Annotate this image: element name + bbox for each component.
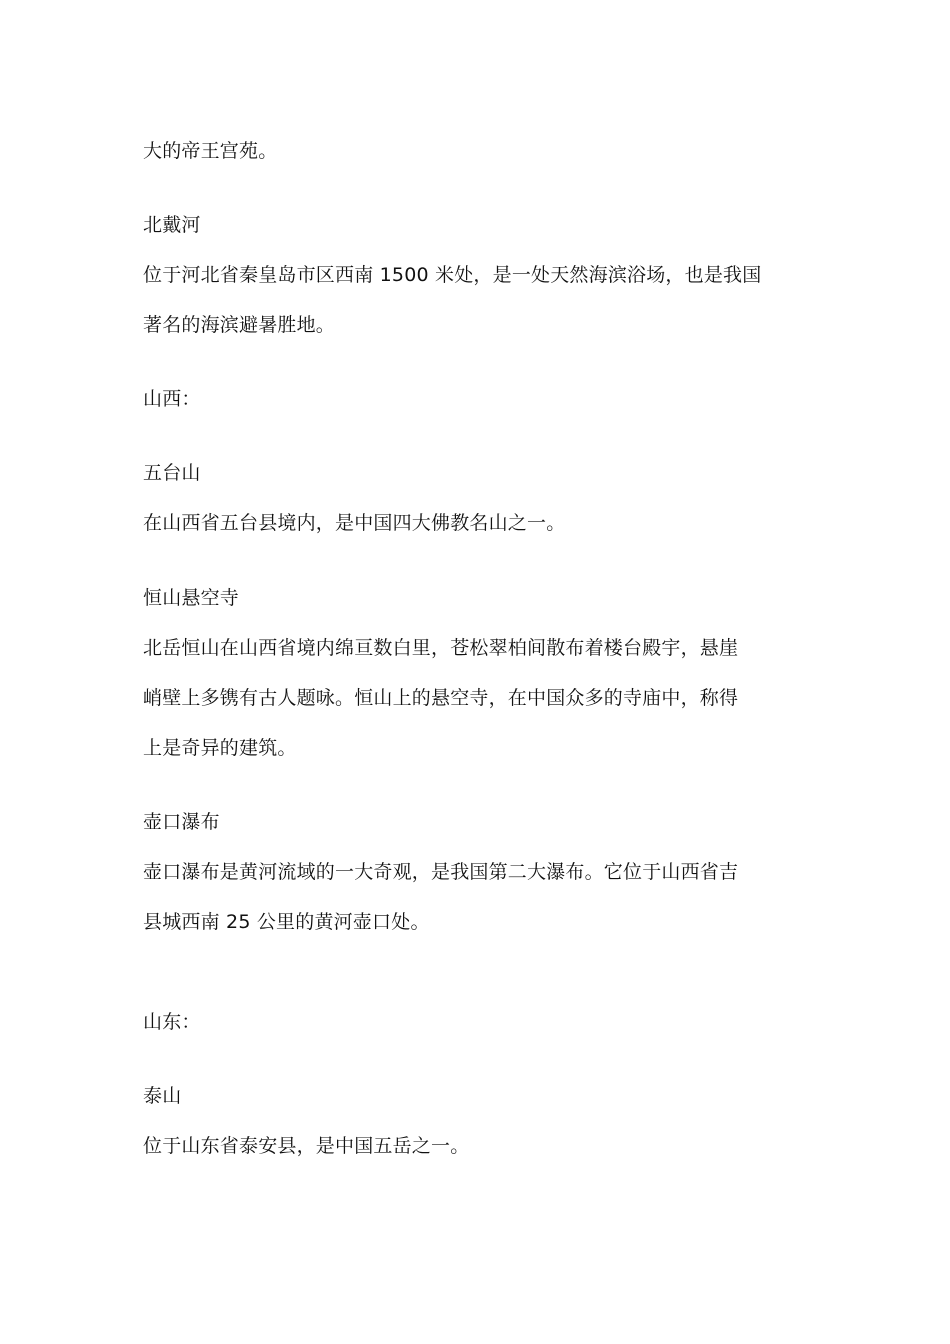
paragraph-end-text: 大的帝王宫苑。 <box>143 140 278 162</box>
heading-hukou: 壶口瀑布 <box>143 811 220 833</box>
paragraph-line: 位于山东省泰安县，是中国五岳之一。 <box>143 1135 470 1157</box>
paragraph-line: 峭壁上多镌有古人题咏。恒山上的悬空寺，在中国众多的寺庙中，称得 <box>143 687 739 709</box>
paragraph-line: 壶口瀑布是黄河流域的一大奇观，是我国第二大瀑布。它位于山西省吉 <box>143 861 739 883</box>
section-heading-shanxi: 山西： <box>143 388 201 410</box>
heading-taishan: 泰山 <box>143 1085 182 1107</box>
paragraph-line: 北岳恒山在山西省境内绵亘数白里，苍松翠柏间散布着楼台殿宇，悬崖 <box>143 637 739 659</box>
paragraph-line: 上是奇异的建筑。 <box>143 737 297 759</box>
paragraph-line: 在山西省五台县境内，是中国四大佛教名山之一。 <box>143 512 566 534</box>
heading-wutaishan: 五台山 <box>143 462 201 484</box>
heading-hengshan: 恒山悬空寺 <box>143 587 240 609</box>
paragraph-line: 著名的海滨避暑胜地。 <box>143 314 336 336</box>
section-heading-shandong: 山东： <box>143 1011 201 1033</box>
heading-beidaihe: 北戴河 <box>143 214 201 236</box>
paragraph-line: 位于河北省秦皇岛市区西南 1500 米处，是一处天然海滨浴场，也是我国 <box>143 264 762 286</box>
paragraph-line: 县城西南 25 公里的黄河壶口处。 <box>143 911 430 933</box>
